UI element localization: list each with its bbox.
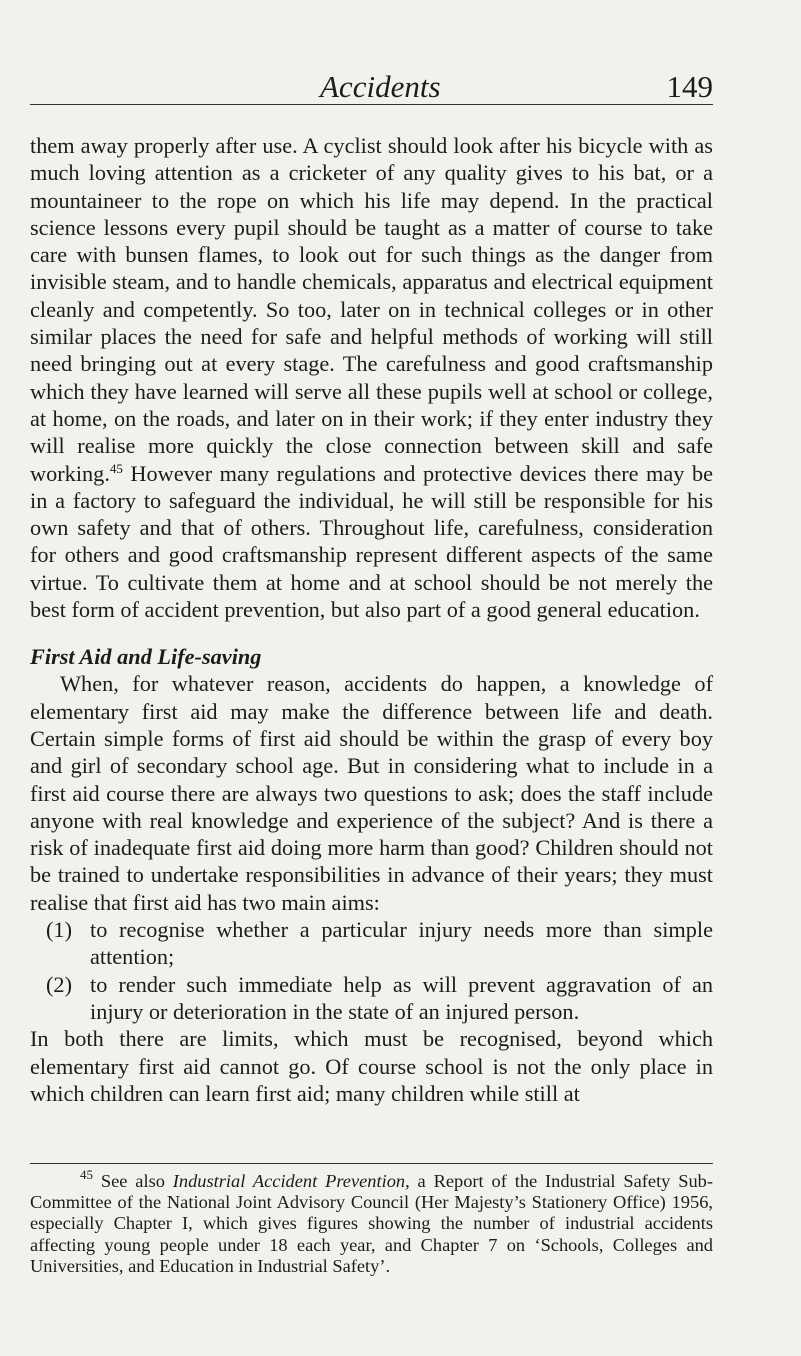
list-item (30, 916, 713, 971)
footnote-lead: See also (93, 1171, 173, 1191)
footnote-mark: 45 (80, 1167, 93, 1182)
list-item-number: (2) (46, 971, 72, 997)
paragraph-1-text-b: However many regulations and protective devices there may be in a factory to safeguard the individual, he will still be responsible for his own safety and that of others. Throughout life, carefulness, consideration for others and good craftsmanship represent different aspects of the same virtue. To cultivate them at home and at school should be not merely the best form of accident prevention, but also part of a good general education. (30, 460, 713, 623)
aims-list (30, 916, 713, 1025)
footnote-reference: 45 (109, 460, 123, 476)
list-item-text: to render such immediate help as will prevent aggravation of an injury or deterioration in the state of an injured person. (90, 971, 713, 1024)
list-item-number: (1) (46, 917, 72, 943)
list-item (30, 971, 713, 1026)
footnote-cited-title: Industrial Accident Prevention (172, 1171, 406, 1191)
footnote-text (30, 1167, 713, 1277)
paragraph-1-text-a: them away properly after use. A cyclist should look after his bicycle with as much loving attention as a cricketer of any quality gives to his bat, or a mountaineer to the rope on which his life may depend. In the practical science lessons every pupil should be taught as a matter of course to take care with bunsen flames, to look out for such things as the danger from invisible steam, and to handle chemicals, apparatus and electrical equipment cleanly and competently. So too, later on in technical colleges or in other similar places the need for safe and helpful methods of working will still need bringing out at every stage. The carefulness and good craftsmanship which they have learned will serve all these pupils well at school or college, at home, on the roads, and later on in their work; if they enter industry they will realise more quickly the close connection between skill and safe working. (30, 133, 713, 486)
running-head (30, 70, 713, 105)
footnote-rest: , a Report of the Industrial Safety Sub-Committee of the National Joint Advisory Council (Her Majesty’s Stationery Office) 1956, especially Chapter I, which gives figures showing the number of industrial accidents affecting young people under 18 each year, and Chapter 7 on ‘Schools, Colleges and Universities, and Education in Industrial Safety’. (30, 1171, 713, 1276)
footnote-divider (30, 1163, 713, 1164)
running-title: Accidents (320, 69, 441, 104)
paragraph-3: In both there are limits, which must be recognised, beyond which elementary first aid cannot go. Of course school is not the only place in which children can learn first aid; many children while still at (30, 1026, 713, 1106)
body-text (30, 132, 713, 1107)
footnote (30, 1167, 713, 1277)
paragraph-1 (30, 132, 713, 623)
paragraph-2: When, for whatever reason, accidents do happen, a knowledge of elementary first aid may make the difference between life and death. Certain simple forms of first aid should be within the grasp of every boy and girl of secondary school age. But in considering what to include in a first aid course there are always two questions to ask; does the staff include anyone with real knowledge and experience of the subject? And is there a risk of inadequate first aid doing more harm than good? Children should not be trained to undertake responsibilities in advance of their years; they must realise that first aid has two main aims: (30, 671, 713, 915)
list-item-text: to recognise whether a particular injury needs more than simple attention; (90, 917, 713, 970)
section-heading: First Aid and Life-saving (30, 644, 262, 670)
page-number: 149 (666, 69, 713, 104)
